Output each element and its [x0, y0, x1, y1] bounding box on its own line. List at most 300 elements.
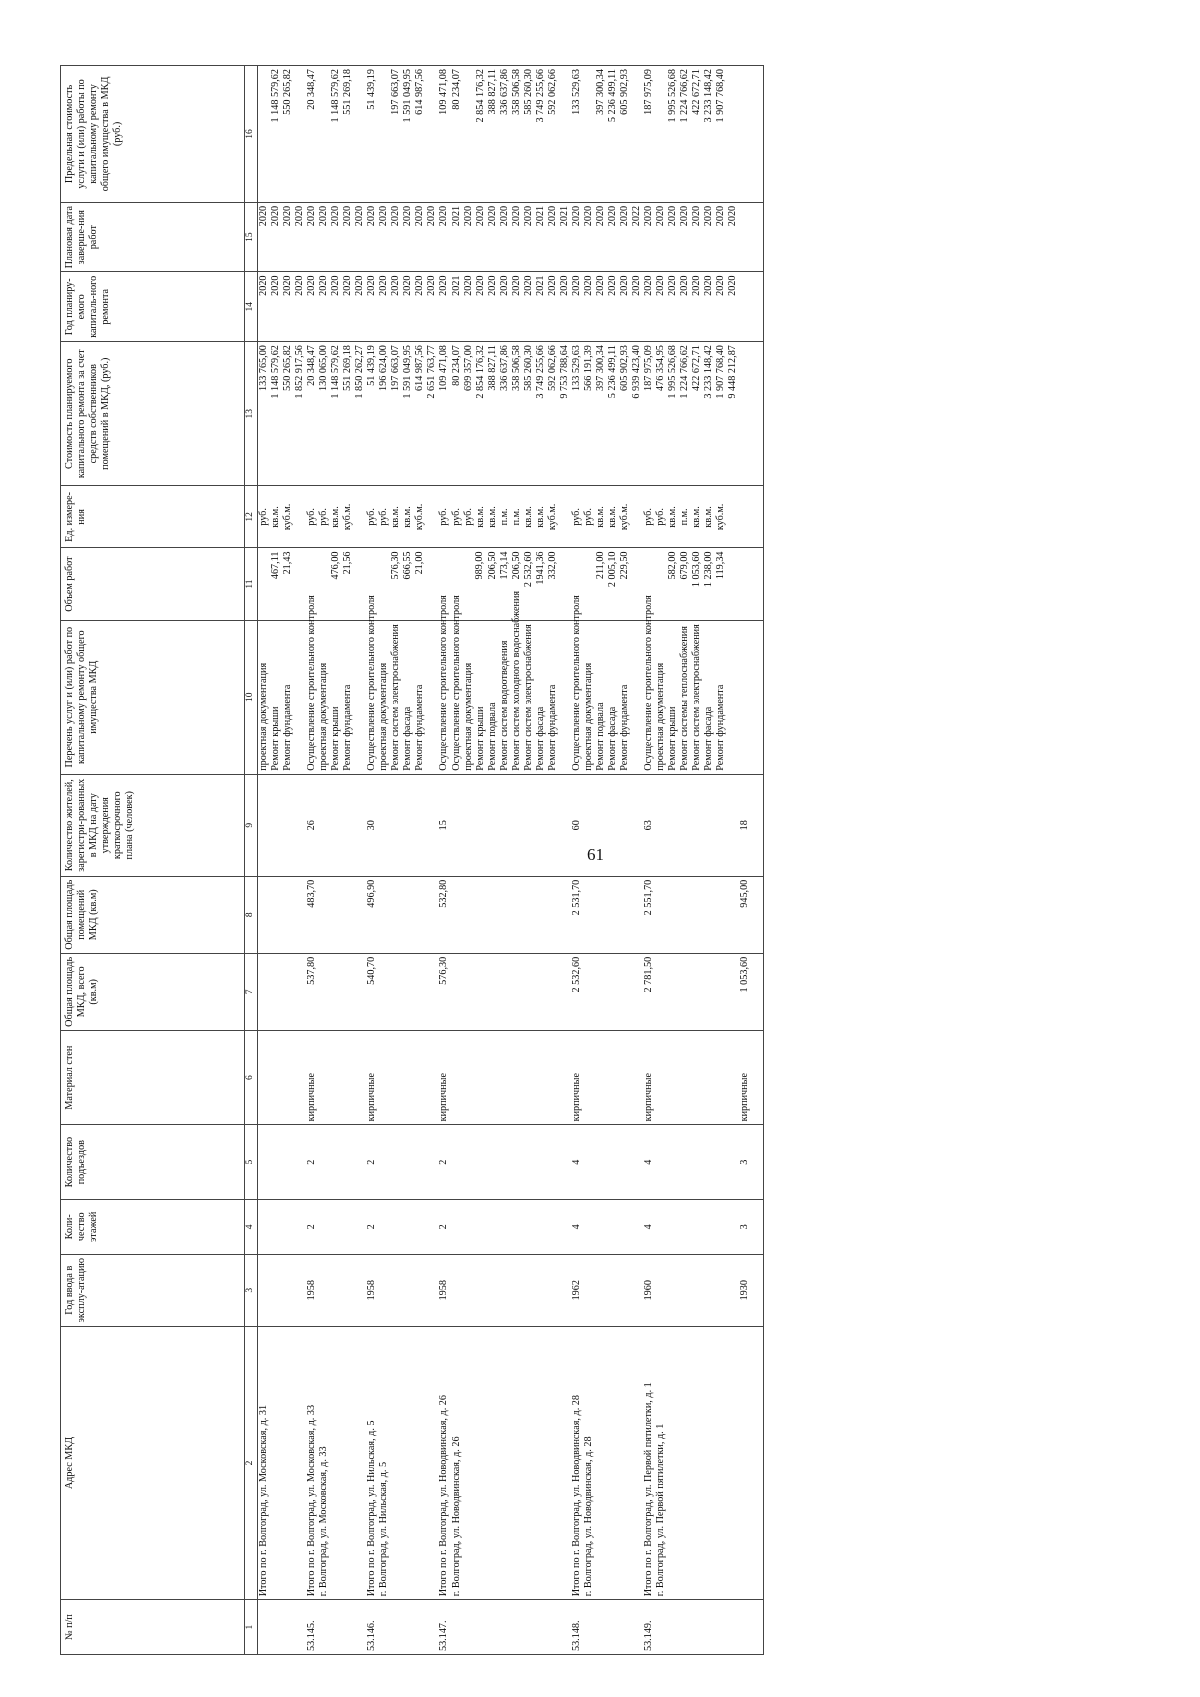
- line-value: 2020: [330, 205, 342, 227]
- header-cell: Предельная стоимость услуги и (или) работы по капитальному ремонту общего имущества в МКД (руб.): [61, 66, 245, 203]
- plan-date-cell: [438, 202, 570, 272]
- line-value: 2020: [258, 205, 269, 227]
- entrances-cell: [438, 1125, 570, 1200]
- line-value: 2020: [270, 275, 282, 296]
- plan-date-cell: [366, 202, 438, 272]
- total-label: Итого по г. Волгоград, ул. Нильская, д. 5: [366, 1420, 378, 1597]
- row-number-cell: [571, 1600, 643, 1655]
- header-cell: Количество подъездов: [61, 1125, 245, 1200]
- year-built-cell-text: 1958: [366, 1280, 378, 1301]
- line-value: 2021: [450, 205, 462, 227]
- entrances-cell-text: [258, 1128, 270, 1196]
- line-value: 2020: [546, 205, 558, 227]
- line-value: 3 233 148,42: [703, 69, 715, 123]
- line-value: руб.: [582, 508, 594, 526]
- line-value: кв.м.: [486, 506, 498, 528]
- entrances-cell-text: 2: [438, 1159, 450, 1165]
- capital-repair-table: [60, 65, 764, 1655]
- residents-cell: [571, 774, 643, 876]
- line-value: 336 637,86: [498, 69, 510, 115]
- column-number: 5: [245, 1125, 258, 1200]
- table-row: [643, 66, 739, 1655]
- total-value: 9 448 212,87: [727, 345, 739, 399]
- line-value: кв.м.: [474, 506, 486, 528]
- column-number: 15: [245, 202, 258, 272]
- entrances-cell-text: 2: [306, 1159, 318, 1165]
- line-value: 2020: [438, 275, 450, 296]
- residents-cell-text: 63: [643, 820, 654, 831]
- line-value: Ремонт фасада: [402, 706, 414, 771]
- line-value: 388 827,11: [486, 69, 498, 115]
- line-value: 422 672,71: [691, 69, 703, 115]
- line-value: 173,14: [498, 551, 510, 580]
- line-value: 2020: [679, 205, 691, 227]
- total-area-cell: [366, 953, 438, 1030]
- header-cell: Объем работ: [61, 548, 245, 620]
- line-value: Осуществление строительного контроля: [643, 595, 654, 771]
- line-value: Ремонт фундамента: [715, 684, 727, 771]
- line-value: [655, 551, 667, 616]
- line-value: 196 624,00: [378, 345, 390, 391]
- year-built-cell: [739, 1254, 764, 1326]
- cost-cell: [258, 342, 307, 486]
- column-number-row: [245, 66, 258, 1655]
- address-text: г. Волгоград, ул. Первой пятилетки, д. 1: [655, 1423, 667, 1597]
- line-value: 2020: [618, 275, 630, 296]
- cost-cell: [643, 342, 739, 486]
- line-value: [258, 69, 270, 199]
- address-text: г. Волгоград, ул. Новодвинская, д. 28: [582, 1436, 594, 1597]
- plan-date-cell: [306, 202, 366, 272]
- total-value: 2020: [354, 275, 366, 296]
- wall-material-cell: [438, 1030, 570, 1124]
- line-value: 2020: [691, 275, 703, 296]
- line-value: 699 357,00: [462, 345, 474, 391]
- unit-cell: [366, 486, 438, 548]
- line-value: 229,50: [618, 551, 630, 580]
- line-value: 2020: [643, 275, 654, 296]
- line-value: 2020: [679, 275, 691, 296]
- line-value: кв.м.: [691, 506, 703, 528]
- address-text: г. Волгоград, ул. Московская, д. 33: [318, 1446, 330, 1597]
- line-value: куб.м.: [546, 503, 558, 531]
- row-number-cell: [258, 1600, 307, 1655]
- line-value: проектная документация: [258, 662, 269, 771]
- year-built-cell-text: 1958: [438, 1280, 450, 1301]
- floors-cell: [571, 1199, 643, 1254]
- column-number: 7: [245, 953, 258, 1030]
- line-value: 133 529,63: [570, 69, 582, 115]
- line-value: Осуществление строительного контроля: [438, 595, 450, 771]
- wall-material-cell: [306, 1030, 366, 1124]
- repair-year-cell: [366, 272, 438, 342]
- header-row: [61, 66, 245, 1655]
- address-text: [270, 1330, 282, 1597]
- line-value: 2020: [306, 275, 318, 296]
- total-area-cell: [571, 953, 643, 1030]
- row-number-cell-text: [739, 1603, 751, 1651]
- address-cell: [366, 1326, 438, 1600]
- unit-cell: [306, 486, 366, 548]
- row-number-cell-text: 53.146.: [366, 1620, 378, 1651]
- total-area-cell-text: 537,80: [306, 956, 318, 985]
- line-value: 2020: [342, 275, 354, 296]
- line-value: 80 234,07: [450, 345, 462, 386]
- cost-cell: [306, 342, 366, 486]
- line-value: 2020: [510, 205, 522, 227]
- line-value: 2 854 176,32: [474, 345, 486, 399]
- line-value: 211,00: [594, 551, 606, 580]
- line-value: 2020: [282, 275, 294, 296]
- line-value: 1 995 526,68: [667, 69, 679, 123]
- line-value: кв.м.: [402, 506, 414, 528]
- floors-cell: [366, 1199, 438, 1254]
- line-value: куб.м.: [618, 503, 630, 531]
- line-value: 388 827,11: [486, 345, 498, 391]
- entrances-cell: [306, 1125, 366, 1200]
- line-value: 2020: [498, 205, 510, 227]
- line-value: Ремонт крыши: [330, 706, 342, 771]
- line-value: 109 471,08: [438, 345, 450, 391]
- line-value: руб.: [462, 508, 474, 526]
- line-value: Осуществление строительного контроля: [306, 595, 318, 771]
- total-area-cell-text: 540,70: [366, 956, 378, 985]
- line-value: [378, 551, 390, 616]
- line-value: 2020: [306, 205, 318, 227]
- line-value: Ремонт систем электроснабжения: [390, 624, 402, 771]
- year-built-cell: [571, 1254, 643, 1326]
- residents-cell: [366, 774, 438, 876]
- year-built-cell: [438, 1254, 570, 1326]
- line-value: 21,00: [414, 551, 426, 575]
- line-value: 2020: [618, 205, 630, 227]
- unit-cell: [571, 486, 643, 548]
- year-built-cell: [258, 1254, 307, 1326]
- address-cell: [571, 1326, 643, 1600]
- line-value: 51 439,19: [366, 69, 378, 110]
- line-value: 1 591 049,95: [402, 69, 414, 123]
- line-value: руб.: [570, 508, 582, 526]
- line-value: 21,56: [342, 551, 354, 575]
- line-value: 1 148 579,62: [270, 345, 282, 399]
- total-value: 2020: [354, 205, 366, 227]
- header-cell: Количество жителей, зарегистри-рованных в МКД на дату утверждения краткосрочного плана (человек): [61, 774, 245, 876]
- plan-date-cell: [739, 202, 764, 272]
- residents-cell: [438, 774, 570, 876]
- row-number-cell-text: 53.149.: [643, 1620, 654, 1651]
- total-label: [739, 1330, 751, 1597]
- plan-date-cell: [643, 202, 739, 272]
- line-value: 614 987,56: [414, 69, 426, 115]
- header-cell: Год планиру-емого капиталь-ного ремонта: [61, 272, 245, 342]
- floors-cell: [306, 1199, 366, 1254]
- rooms-area-cell: [366, 876, 438, 953]
- total-area-cell: [739, 953, 764, 1030]
- header-cell: Коли-чество этажей: [61, 1199, 245, 1254]
- line-value: 1 224 766,62: [679, 345, 691, 399]
- line-value: 2020: [667, 275, 679, 296]
- total-value: 1 850 262,27: [354, 345, 366, 399]
- line-value: 679,00: [679, 551, 691, 580]
- wall-material-cell-text: кирпичные: [570, 1073, 582, 1122]
- rooms-area-cell-text: 532,80: [438, 879, 450, 908]
- total-value: 2020: [630, 275, 642, 296]
- year-built-cell: [366, 1254, 438, 1326]
- line-value: 20 348,47: [306, 345, 318, 386]
- line-value: Ремонт системы теплоснабжения: [679, 626, 691, 771]
- header-cell: Плановая дата заверше-ния работ: [61, 202, 245, 272]
- line-value: 197 663,07: [390, 69, 402, 115]
- entrances-cell: [739, 1125, 764, 1200]
- wall-material-cell: [571, 1030, 643, 1124]
- wall-material-cell-text: [258, 1034, 270, 1121]
- volume-cell: [258, 548, 307, 620]
- address-cell: [258, 1326, 307, 1600]
- line-value: 476 354,95: [655, 345, 667, 391]
- max-cost-cell: [739, 66, 764, 203]
- wall-material-cell-text: кирпичные: [438, 1073, 450, 1122]
- line-value: 2020: [570, 275, 582, 296]
- line-value: кв.м.: [522, 506, 534, 528]
- floors-cell: [438, 1199, 570, 1254]
- rooms-area-cell: [643, 876, 739, 953]
- residents-cell-text: 60: [570, 820, 582, 831]
- line-value: куб.м.: [414, 503, 426, 531]
- line-value: 2020: [582, 205, 594, 227]
- line-value: 2020: [462, 205, 474, 227]
- line-value: 2020: [438, 205, 450, 227]
- line-value: Ремонт крыши: [667, 706, 679, 771]
- column-number: 10: [245, 620, 258, 774]
- total-value: 2020: [294, 275, 306, 296]
- line-value: 2020: [330, 275, 342, 296]
- max-cost-cell: [258, 66, 307, 203]
- line-value: 2020: [282, 205, 294, 227]
- line-value: 585 260,30: [522, 69, 534, 115]
- line-value: 550 265,82: [282, 345, 294, 391]
- line-value: 1 238,00: [703, 551, 715, 588]
- rooms-area-cell-text: 483,70: [306, 879, 318, 908]
- row-number-cell-text: 53.145.: [306, 1620, 318, 1651]
- line-value: руб.: [655, 508, 667, 526]
- line-value: 2021: [534, 275, 546, 296]
- line-value: 1 053,60: [691, 551, 703, 588]
- line-value: руб.: [378, 508, 390, 526]
- entrances-cell: [258, 1125, 307, 1200]
- total-area-cell-text: 2 781,50: [643, 956, 654, 993]
- line-value: 2020: [655, 205, 667, 227]
- total-label: Итого по г. Волгоград, ул. Московская, д. 33: [306, 1404, 318, 1597]
- line-value: п.м.: [679, 508, 691, 526]
- column-number: 9: [245, 774, 258, 876]
- wall-material-cell-text: кирпичные: [306, 1073, 318, 1122]
- residents-cell: [739, 774, 764, 876]
- line-value: 422 672,71: [691, 345, 703, 391]
- header-cell: Перечень услуг и (или) работ по капитальному ремонту общего имущества МКД: [61, 620, 245, 774]
- line-value: Ремонт фундамента: [546, 684, 558, 771]
- entrances-cell: [571, 1125, 643, 1200]
- line-value: 206,50: [510, 551, 522, 580]
- unit-cell: [258, 486, 307, 548]
- line-value: 2020: [715, 205, 727, 227]
- line-value: руб.: [318, 508, 330, 526]
- line-value: 1 995 526,68: [667, 345, 679, 399]
- floors-cell-text: 2: [366, 1224, 378, 1230]
- max-cost-cell: [643, 66, 739, 203]
- total-value: [739, 345, 751, 482]
- line-value: 2020: [462, 275, 474, 296]
- line-value: Осуществление строительного контроля: [570, 595, 582, 771]
- line-value: 397 300,34: [594, 69, 606, 115]
- row-number-cell-text: 53.147.: [438, 1620, 450, 1651]
- line-value: 2020: [378, 205, 390, 227]
- line-value: руб.: [643, 508, 654, 526]
- line-value: 336 637,86: [498, 345, 510, 391]
- line-value: Ремонт фундамента: [282, 684, 294, 771]
- line-value: 614 987,56: [414, 345, 426, 391]
- cost-cell: [366, 342, 438, 486]
- unit-cell: [643, 486, 739, 548]
- line-value: проектная документация: [462, 662, 474, 771]
- header-cell: Общая площадь помещений МКД (кв.м): [61, 876, 245, 953]
- line-value: 551 269,18: [342, 345, 354, 391]
- total-area-cell: [438, 953, 570, 1030]
- header-cell: Материал стен: [61, 1030, 245, 1124]
- line-value: Ремонт подвала: [486, 702, 498, 771]
- line-value: Ремонт систем электроснабжения: [691, 624, 703, 771]
- line-value: 2020: [318, 205, 330, 227]
- header-cell: Год ввода в эксплу-атацию: [61, 1254, 245, 1326]
- total-label: Итого по г. Волгоград, ул. Новодвинская, д. 28: [570, 1395, 582, 1597]
- residents-cell-text: 30: [366, 820, 378, 831]
- line-value: Ремонт фасада: [703, 706, 715, 771]
- line-value: кв.м.: [330, 506, 342, 528]
- line-value: [583, 69, 595, 199]
- line-value: 576,30: [390, 551, 402, 580]
- address-cell: [306, 1326, 366, 1600]
- line-value: 2020: [474, 205, 486, 227]
- year-built-cell-text: 1960: [643, 1280, 654, 1301]
- line-value: 3 749 255,66: [534, 69, 546, 123]
- cost-cell: [571, 342, 643, 486]
- address-text: [751, 1330, 763, 1597]
- column-number: 11: [245, 548, 258, 620]
- column-number: 6: [245, 1030, 258, 1124]
- line-value: [655, 69, 667, 199]
- cost-cell: [438, 342, 570, 486]
- line-value: проектная документация: [318, 662, 330, 771]
- total-value: 2020: [426, 275, 438, 296]
- line-value: 2020: [691, 205, 703, 227]
- line-value: кв.м.: [703, 506, 715, 528]
- line-value: 1 907 768,40: [715, 69, 727, 123]
- line-value: 1 148 579,62: [330, 69, 342, 123]
- table-row: [306, 66, 366, 1655]
- line-value: руб.: [438, 508, 450, 526]
- row-number-cell: [306, 1600, 366, 1655]
- volume-cell: [739, 548, 764, 620]
- wall-material-cell-text: кирпичные: [643, 1073, 654, 1122]
- total-value: 2020: [426, 205, 438, 227]
- floors-cell: [643, 1199, 739, 1254]
- line-value: 2020: [414, 275, 426, 296]
- line-value: [583, 551, 595, 616]
- line-value: 2020: [594, 205, 606, 227]
- column-number: 14: [245, 272, 258, 342]
- line-value: 397 300,34: [594, 345, 606, 391]
- line-value: 2020: [606, 205, 618, 227]
- line-value: 1 224 766,62: [679, 69, 691, 123]
- line-value: Ремонт фундамента: [414, 684, 426, 771]
- line-value: куб.м.: [342, 503, 354, 531]
- column-number: 1: [245, 1600, 258, 1655]
- total-value: 2020: [727, 205, 739, 227]
- line-value: 130 065,00: [318, 345, 330, 391]
- total-label: Итого по г. Волгоград, ул. Первой пятилетки, д. 1: [643, 1382, 654, 1597]
- rooms-area-cell: [571, 876, 643, 953]
- line-value: 592 062,66: [546, 345, 558, 391]
- line-value: 2020: [366, 205, 378, 227]
- entrances-cell: [643, 1125, 739, 1200]
- line-value: 1 148 579,62: [330, 345, 342, 399]
- line-value: 3 749 255,66: [534, 345, 546, 399]
- line-value: 5 236 499,11: [606, 345, 618, 399]
- column-number: 16: [245, 66, 258, 203]
- line-value: 2020: [667, 205, 679, 227]
- wall-material-cell: [643, 1030, 739, 1124]
- line-value: 550 265,82: [282, 69, 294, 115]
- line-value: 2020: [366, 275, 378, 296]
- unit-cell: [438, 486, 570, 548]
- line-value: 2020: [474, 275, 486, 296]
- residents-cell: [643, 774, 739, 876]
- total-value: 2022: [630, 205, 642, 227]
- table-row: [258, 66, 307, 1655]
- rooms-area-cell-text: 2 531,70: [570, 879, 582, 916]
- floors-cell-text: 4: [570, 1224, 582, 1230]
- line-value: 2020: [390, 275, 402, 296]
- entrances-cell-text: 2: [366, 1159, 378, 1165]
- works-cell: [258, 620, 307, 774]
- line-value: [318, 551, 330, 616]
- line-value: проектная документация: [378, 662, 390, 771]
- floors-cell: [739, 1199, 764, 1254]
- line-value: 2020: [258, 275, 269, 296]
- rooms-area-cell-text: [258, 880, 270, 950]
- line-value: кв.м.: [534, 506, 546, 528]
- address-text: г. Волгоград, ул. Нильская, д. 5: [378, 1461, 390, 1597]
- year-built-cell: [306, 1254, 366, 1326]
- volume-cell: [643, 548, 739, 620]
- line-value: 666,55: [402, 551, 414, 580]
- line-value: 2 532,60: [522, 551, 534, 588]
- line-value: 2020: [655, 275, 667, 296]
- line-value: 2020: [498, 275, 510, 296]
- line-value: 206,50: [486, 551, 498, 580]
- line-value: 2020: [522, 205, 534, 227]
- line-value: 133 529,63: [570, 345, 582, 391]
- total-value: 2020: [558, 275, 570, 296]
- line-value: Ремонт фундамента: [618, 684, 630, 771]
- line-value: 1 148 579,62: [270, 69, 281, 123]
- header-cell: № п/п: [61, 1600, 245, 1655]
- line-value: 2020: [522, 275, 534, 296]
- total-value: 2020: [294, 205, 306, 227]
- line-value: руб.: [366, 508, 378, 526]
- line-value: куб.м.: [715, 503, 727, 531]
- line-value: 21,43: [282, 551, 294, 575]
- line-value: 2021: [450, 275, 462, 296]
